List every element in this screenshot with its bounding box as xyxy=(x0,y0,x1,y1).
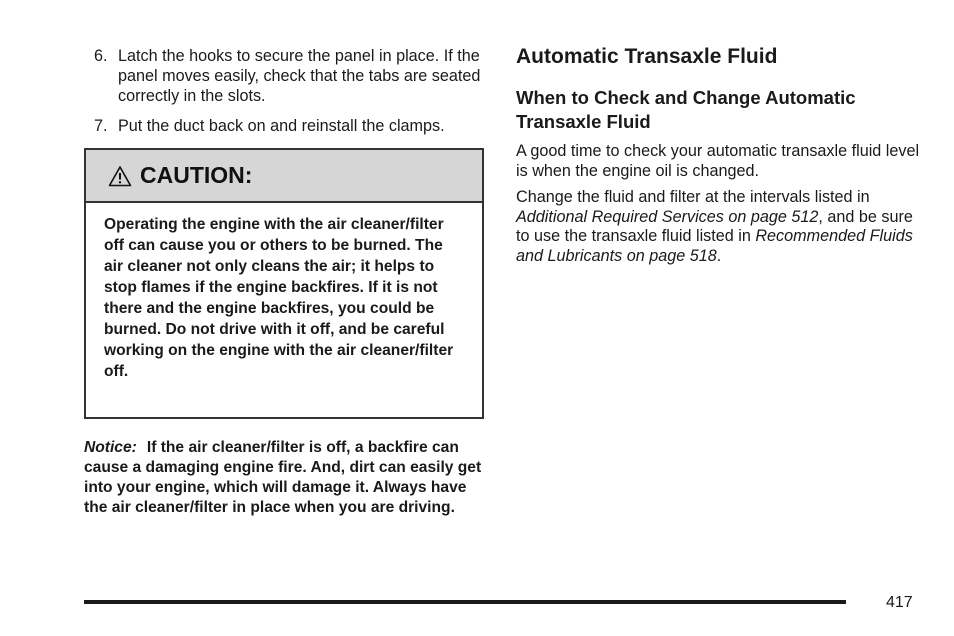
left-column xyxy=(84,46,486,146)
caution-box xyxy=(84,148,484,419)
paragraph-text: , and be sure to use the transaxle fluid listed in xyxy=(516,207,913,245)
right-column xyxy=(516,44,926,273)
notice-text: If the air cleaner/filter is off, a backfire can cause a damaging engine fire. And, dirt can easily get into your engine, which will damage it. Always have the air cleaner/filter in place when you are driving. xyxy=(84,439,482,516)
step-text: Put the duct back on and reinstall the clamps. xyxy=(118,117,445,135)
section-subheading: When to Check and Change Automatic Transaxle Fluid xyxy=(516,87,856,132)
page-number: 417 xyxy=(886,594,913,611)
cross-reference-recommended-fluids: Recommended Fluids and Lubricants on page 518 xyxy=(516,227,913,265)
paragraph-change-interval xyxy=(516,188,926,266)
step-text: Latch the hooks to secure the panel in place. If the panel moves easily, check that the tabs are seated correctly in the slots. xyxy=(118,47,481,105)
step-7 xyxy=(84,116,486,136)
step-number: 6. xyxy=(94,47,108,65)
warning-triangle-icon xyxy=(108,165,132,187)
caution-header xyxy=(86,150,482,203)
paragraph-text: . xyxy=(716,246,722,265)
notice xyxy=(84,438,490,518)
paragraph-check-timing: A good time to check your automatic transaxle fluid level is when the engine oil is changed. xyxy=(516,142,920,180)
notice-label: Notice: xyxy=(84,439,137,456)
step-6 xyxy=(84,46,486,106)
caution-title: CAUTION: xyxy=(140,162,253,188)
paragraph-text: Change the fluid and filter at the intervals listed in xyxy=(516,188,870,206)
step-number: 7. xyxy=(94,117,108,135)
cross-reference-additional-services: Additional Required Services on page 512 xyxy=(516,207,819,226)
section-heading: Automatic Transaxle Fluid xyxy=(516,45,778,68)
caution-body: Operating the engine with the air cleaner/filter off can cause you or others to be burned. The air cleaner not only cleans the air; it helps to stop flames if the engine backfires. If it is not there and the engine backfires, you could be burned. Do not drive with it off, and be careful working on the engine with the air cleaner/filter off. xyxy=(104,216,454,380)
footer-rule xyxy=(84,600,846,604)
